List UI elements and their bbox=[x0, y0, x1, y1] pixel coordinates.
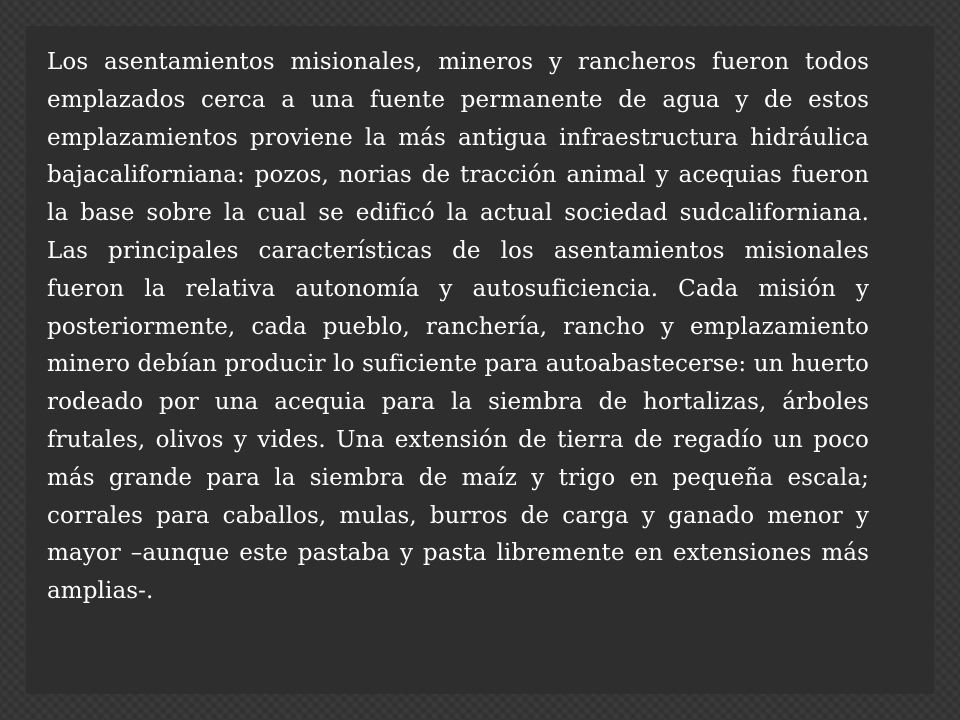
slide-body-text: Los asentamientos misionales, mineros y rancheros fueron todos emplazados cerca a una fuente permanente de agua y de estos emplazamientos proviene la más antigua infraestructura hidráulica bajacaliforniana: pozos, norias de tracción animal y acequias fueron la base sobre la cual se edificó la actual sociedad sudcaliforniana. Las principales características de los asentamientos misionales fueron la relativa autonomía y autosuficiencia. Cada misión y posteriormente, cada pueblo, ranchería, rancho y emplazamiento minero debían producir lo suficiente para autoabastecerse: un huerto rodeado por una acequia para la siembra de hortalizas, árboles frutales, olivos y vides. Una extensión de tierra de regadío un poco más grande para la siembra de maíz y trigo en pequeña escala; corrales para caballos, mulas, burros de carga y ganado menor y mayor –aunque este pastaba y pasta libremente en extensiones más amplias-. bbox=[47, 49, 869, 605]
